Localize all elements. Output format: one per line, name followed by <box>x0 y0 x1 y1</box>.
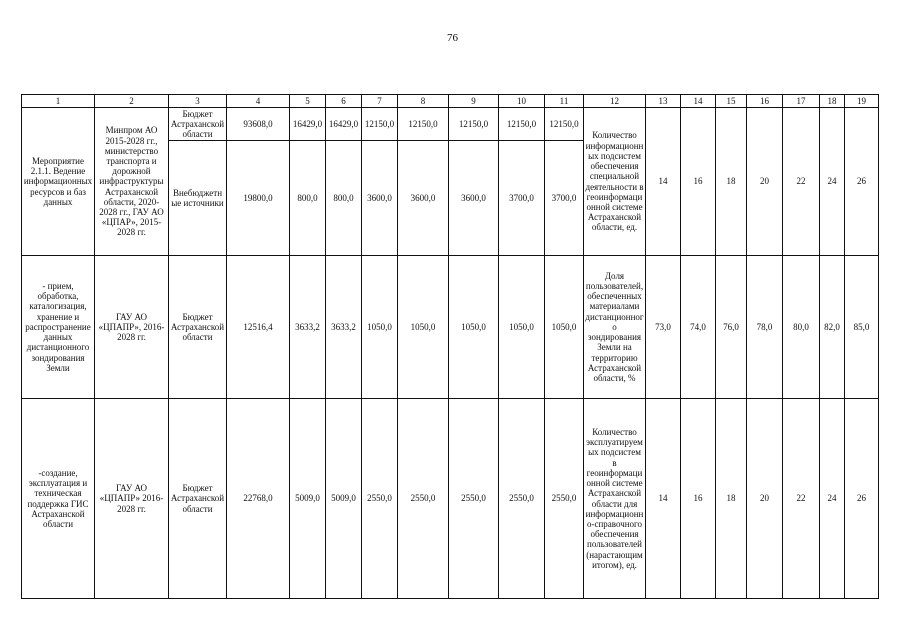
column-number: 4 <box>227 95 290 108</box>
amount-cell: 1050,0 <box>545 256 584 399</box>
amount-cell: 3600,0 <box>449 141 499 256</box>
target-cell: 16 <box>681 108 716 256</box>
column-number: 11 <box>545 95 584 108</box>
amount-cell: 1050,0 <box>499 256 545 399</box>
funding-source: Бюджет Астраханской области <box>169 256 227 399</box>
executor: Минпром АО 2015-2028 гг., министерство транспорта и дорожной инфраструктуры Астраханской области, 2020-2028 гг., ГАУ АО «ЦПАР», 2015-2028 гг. <box>95 108 169 256</box>
table-row <box>22 108 879 141</box>
amount-cell: 22768,0 <box>227 399 290 599</box>
amount-cell: 3700,0 <box>499 141 545 256</box>
amount-cell: 12150,0 <box>545 108 584 141</box>
column-number: 1 <box>22 95 95 108</box>
column-number: 13 <box>646 95 681 108</box>
column-number: 9 <box>449 95 499 108</box>
indicator: Доля пользователей, обеспеченных материалами дистанционного зондирования Земли на территорию Астраханской области, % <box>584 256 646 399</box>
amount-cell: 1050,0 <box>449 256 499 399</box>
header-row <box>22 95 879 108</box>
table-row <box>22 399 879 599</box>
funding-source: Внебюджетные источники <box>169 141 227 256</box>
column-number: 5 <box>290 95 326 108</box>
amount-cell: 2550,0 <box>362 399 398 599</box>
amount-cell: 3600,0 <box>398 141 449 256</box>
amount-cell: 3633,2 <box>326 256 362 399</box>
funding-source: Бюджет Астраханской области <box>169 108 227 141</box>
amount-cell: 2550,0 <box>499 399 545 599</box>
amount-cell: 3633,2 <box>290 256 326 399</box>
target-cell: 18 <box>716 399 747 599</box>
amount-cell: 1050,0 <box>362 256 398 399</box>
amount-cell: 3600,0 <box>362 141 398 256</box>
target-cell: 85,0 <box>845 256 879 399</box>
target-cell: 74,0 <box>681 256 716 399</box>
column-number: 15 <box>716 95 747 108</box>
executor: ГАУ АО «ЦПАПР» 2016-2028 гг. <box>95 399 169 599</box>
amount-cell: 12150,0 <box>449 108 499 141</box>
amount-cell: 12516,4 <box>227 256 290 399</box>
column-number: 12 <box>584 95 646 108</box>
column-number: 7 <box>362 95 398 108</box>
amount-cell: 12150,0 <box>362 108 398 141</box>
event-name: Мероприятие 2.1.1. Ведение информационных ресурсов и баз данных <box>22 108 95 256</box>
funding-source: Бюджет Астраханской области <box>169 399 227 599</box>
table-row <box>22 256 879 399</box>
amount-cell: 800,0 <box>326 141 362 256</box>
amount-cell: 2550,0 <box>449 399 499 599</box>
target-cell: 22 <box>783 399 820 599</box>
target-cell: 26 <box>845 108 879 256</box>
amount-cell: 16429,0 <box>290 108 326 141</box>
column-number: 19 <box>845 95 879 108</box>
column-number: 14 <box>681 95 716 108</box>
target-cell: 76,0 <box>716 256 747 399</box>
target-cell: 78,0 <box>747 256 783 399</box>
amount-cell: 19800,0 <box>227 141 290 256</box>
page-number: 76 <box>447 32 458 44</box>
event-name: -создание, эксплуатация и техническая поддержка ГИС Астраханской области <box>22 399 95 599</box>
amount-cell: 800,0 <box>290 141 326 256</box>
indicator: Количество эксплуатируемых подсистем в геоинформационной системе Астраханской области для информационно-справочного обеспечения пользователей (нарастающим итогом), ед. <box>584 399 646 599</box>
amount-cell: 2550,0 <box>398 399 449 599</box>
target-cell: 24 <box>820 399 845 599</box>
amount-cell: 3700,0 <box>545 141 584 256</box>
target-cell: 16 <box>681 399 716 599</box>
target-cell: 14 <box>646 108 681 256</box>
column-number: 3 <box>169 95 227 108</box>
indicator: Количество информационных подсистем обеспечения специальной деятельности в геоинформационной системе Астраханской области, ед. <box>584 108 646 256</box>
column-number: 2 <box>95 95 169 108</box>
executor: ГАУ АО «ЦПАПР», 2016-2028 гг. <box>95 256 169 399</box>
event-name: - прием, обработка, каталогизация, хранение и распространение данных дистанционного зондирования Земли <box>22 256 95 399</box>
column-number: 18 <box>820 95 845 108</box>
amount-cell: 2550,0 <box>545 399 584 599</box>
target-cell: 73,0 <box>646 256 681 399</box>
target-cell: 20 <box>747 399 783 599</box>
target-cell: 82,0 <box>820 256 845 399</box>
amount-cell: 5009,0 <box>326 399 362 599</box>
target-cell: 24 <box>820 108 845 256</box>
target-cell: 18 <box>716 108 747 256</box>
amount-cell: 12150,0 <box>398 108 449 141</box>
target-cell: 20 <box>747 108 783 256</box>
amount-cell: 5009,0 <box>290 399 326 599</box>
amount-cell: 1050,0 <box>398 256 449 399</box>
column-number: 16 <box>747 95 783 108</box>
column-number: 10 <box>499 95 545 108</box>
column-number: 17 <box>783 95 820 108</box>
target-cell: 14 <box>646 399 681 599</box>
column-number: 8 <box>398 95 449 108</box>
program-table <box>21 94 879 599</box>
target-cell: 22 <box>783 108 820 256</box>
column-number: 6 <box>326 95 362 108</box>
amount-cell: 93608,0 <box>227 108 290 141</box>
amount-cell: 12150,0 <box>499 108 545 141</box>
target-cell: 26 <box>845 399 879 599</box>
amount-cell: 16429,0 <box>326 108 362 141</box>
target-cell: 80,0 <box>783 256 820 399</box>
